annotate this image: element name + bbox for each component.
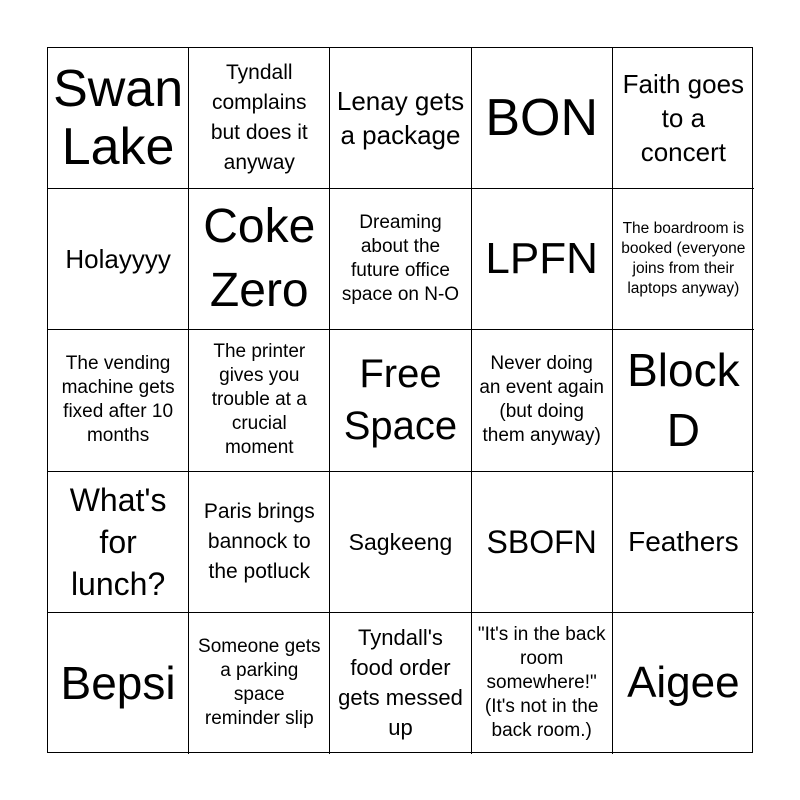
cell-text: The vending machine gets fixed after 10 months xyxy=(61,353,175,447)
bingo-cell[interactable] xyxy=(472,472,613,613)
bingo-cell[interactable] xyxy=(472,48,613,189)
bingo-cell[interactable] xyxy=(472,613,613,754)
cell-text: Feathers xyxy=(628,525,739,557)
cell-text: The boardroom is booked (everyone joins from their laptops anyway) xyxy=(621,220,746,298)
bingo-cell[interactable] xyxy=(613,613,754,754)
cell-text: Lenay gets a package xyxy=(336,86,465,151)
cell-text: Tyndall complains but does it anyway xyxy=(210,61,308,175)
bingo-cell[interactable] xyxy=(472,189,613,330)
bingo-cell[interactable] xyxy=(48,330,189,471)
bingo-cell[interactable] xyxy=(613,330,754,471)
bingo-cell[interactable] xyxy=(330,48,471,189)
cell-text: SBOFN xyxy=(486,523,597,560)
bingo-board xyxy=(47,47,753,753)
bingo-cell[interactable] xyxy=(613,472,754,613)
cell-text: Sagkeeng xyxy=(348,528,453,555)
cell-text: Aigee xyxy=(627,658,740,708)
cell-text: Swan Lake xyxy=(53,60,184,177)
cell-text: Holayyyy xyxy=(65,244,171,275)
cell-text: Someone gets a parking space reminder slip xyxy=(198,636,321,730)
cell-text: Free Space xyxy=(343,352,458,449)
bingo-cell[interactable] xyxy=(189,472,330,613)
cell-text: Never doing an event again (but doing them anyway) xyxy=(479,353,604,447)
cell-text: "It's in the back room somewhere!" (It's not in the back room.) xyxy=(477,624,606,742)
cell-text: LPFN xyxy=(485,234,598,284)
bingo-cell[interactable] xyxy=(330,613,471,754)
cell-text: What's for lunch? xyxy=(69,481,167,602)
bingo-cell[interactable] xyxy=(613,189,754,330)
bingo-cell[interactable] xyxy=(613,48,754,189)
bingo-cell[interactable] xyxy=(48,189,189,330)
cell-text: The printer gives you trouble at a crucial moment xyxy=(211,341,307,459)
bingo-cell[interactable] xyxy=(48,472,189,613)
bingo-cell[interactable] xyxy=(330,330,471,471)
bingo-cell[interactable] xyxy=(189,613,330,754)
cell-text: BON xyxy=(485,89,598,148)
bingo-cell[interactable] xyxy=(189,48,330,189)
bingo-cell[interactable] xyxy=(472,330,613,471)
bingo-cell[interactable] xyxy=(189,330,330,471)
cell-text: Tyndall's food order gets messed up xyxy=(338,625,463,741)
bingo-cell[interactable] xyxy=(330,189,471,330)
cell-text: Bepsi xyxy=(60,657,176,710)
bingo-cell[interactable] xyxy=(48,48,189,189)
cell-text: Coke Zero xyxy=(203,200,316,318)
bingo-cell[interactable] xyxy=(330,472,471,613)
bingo-cell[interactable] xyxy=(189,189,330,330)
cell-text: Faith goes to a concert xyxy=(622,69,745,168)
cell-text: Dreaming about the future office space on N-O xyxy=(341,212,460,306)
cell-text: Paris brings bannock to the potluck xyxy=(203,499,315,583)
bingo-cell[interactable] xyxy=(48,613,189,754)
cell-text: Block D xyxy=(627,344,740,457)
